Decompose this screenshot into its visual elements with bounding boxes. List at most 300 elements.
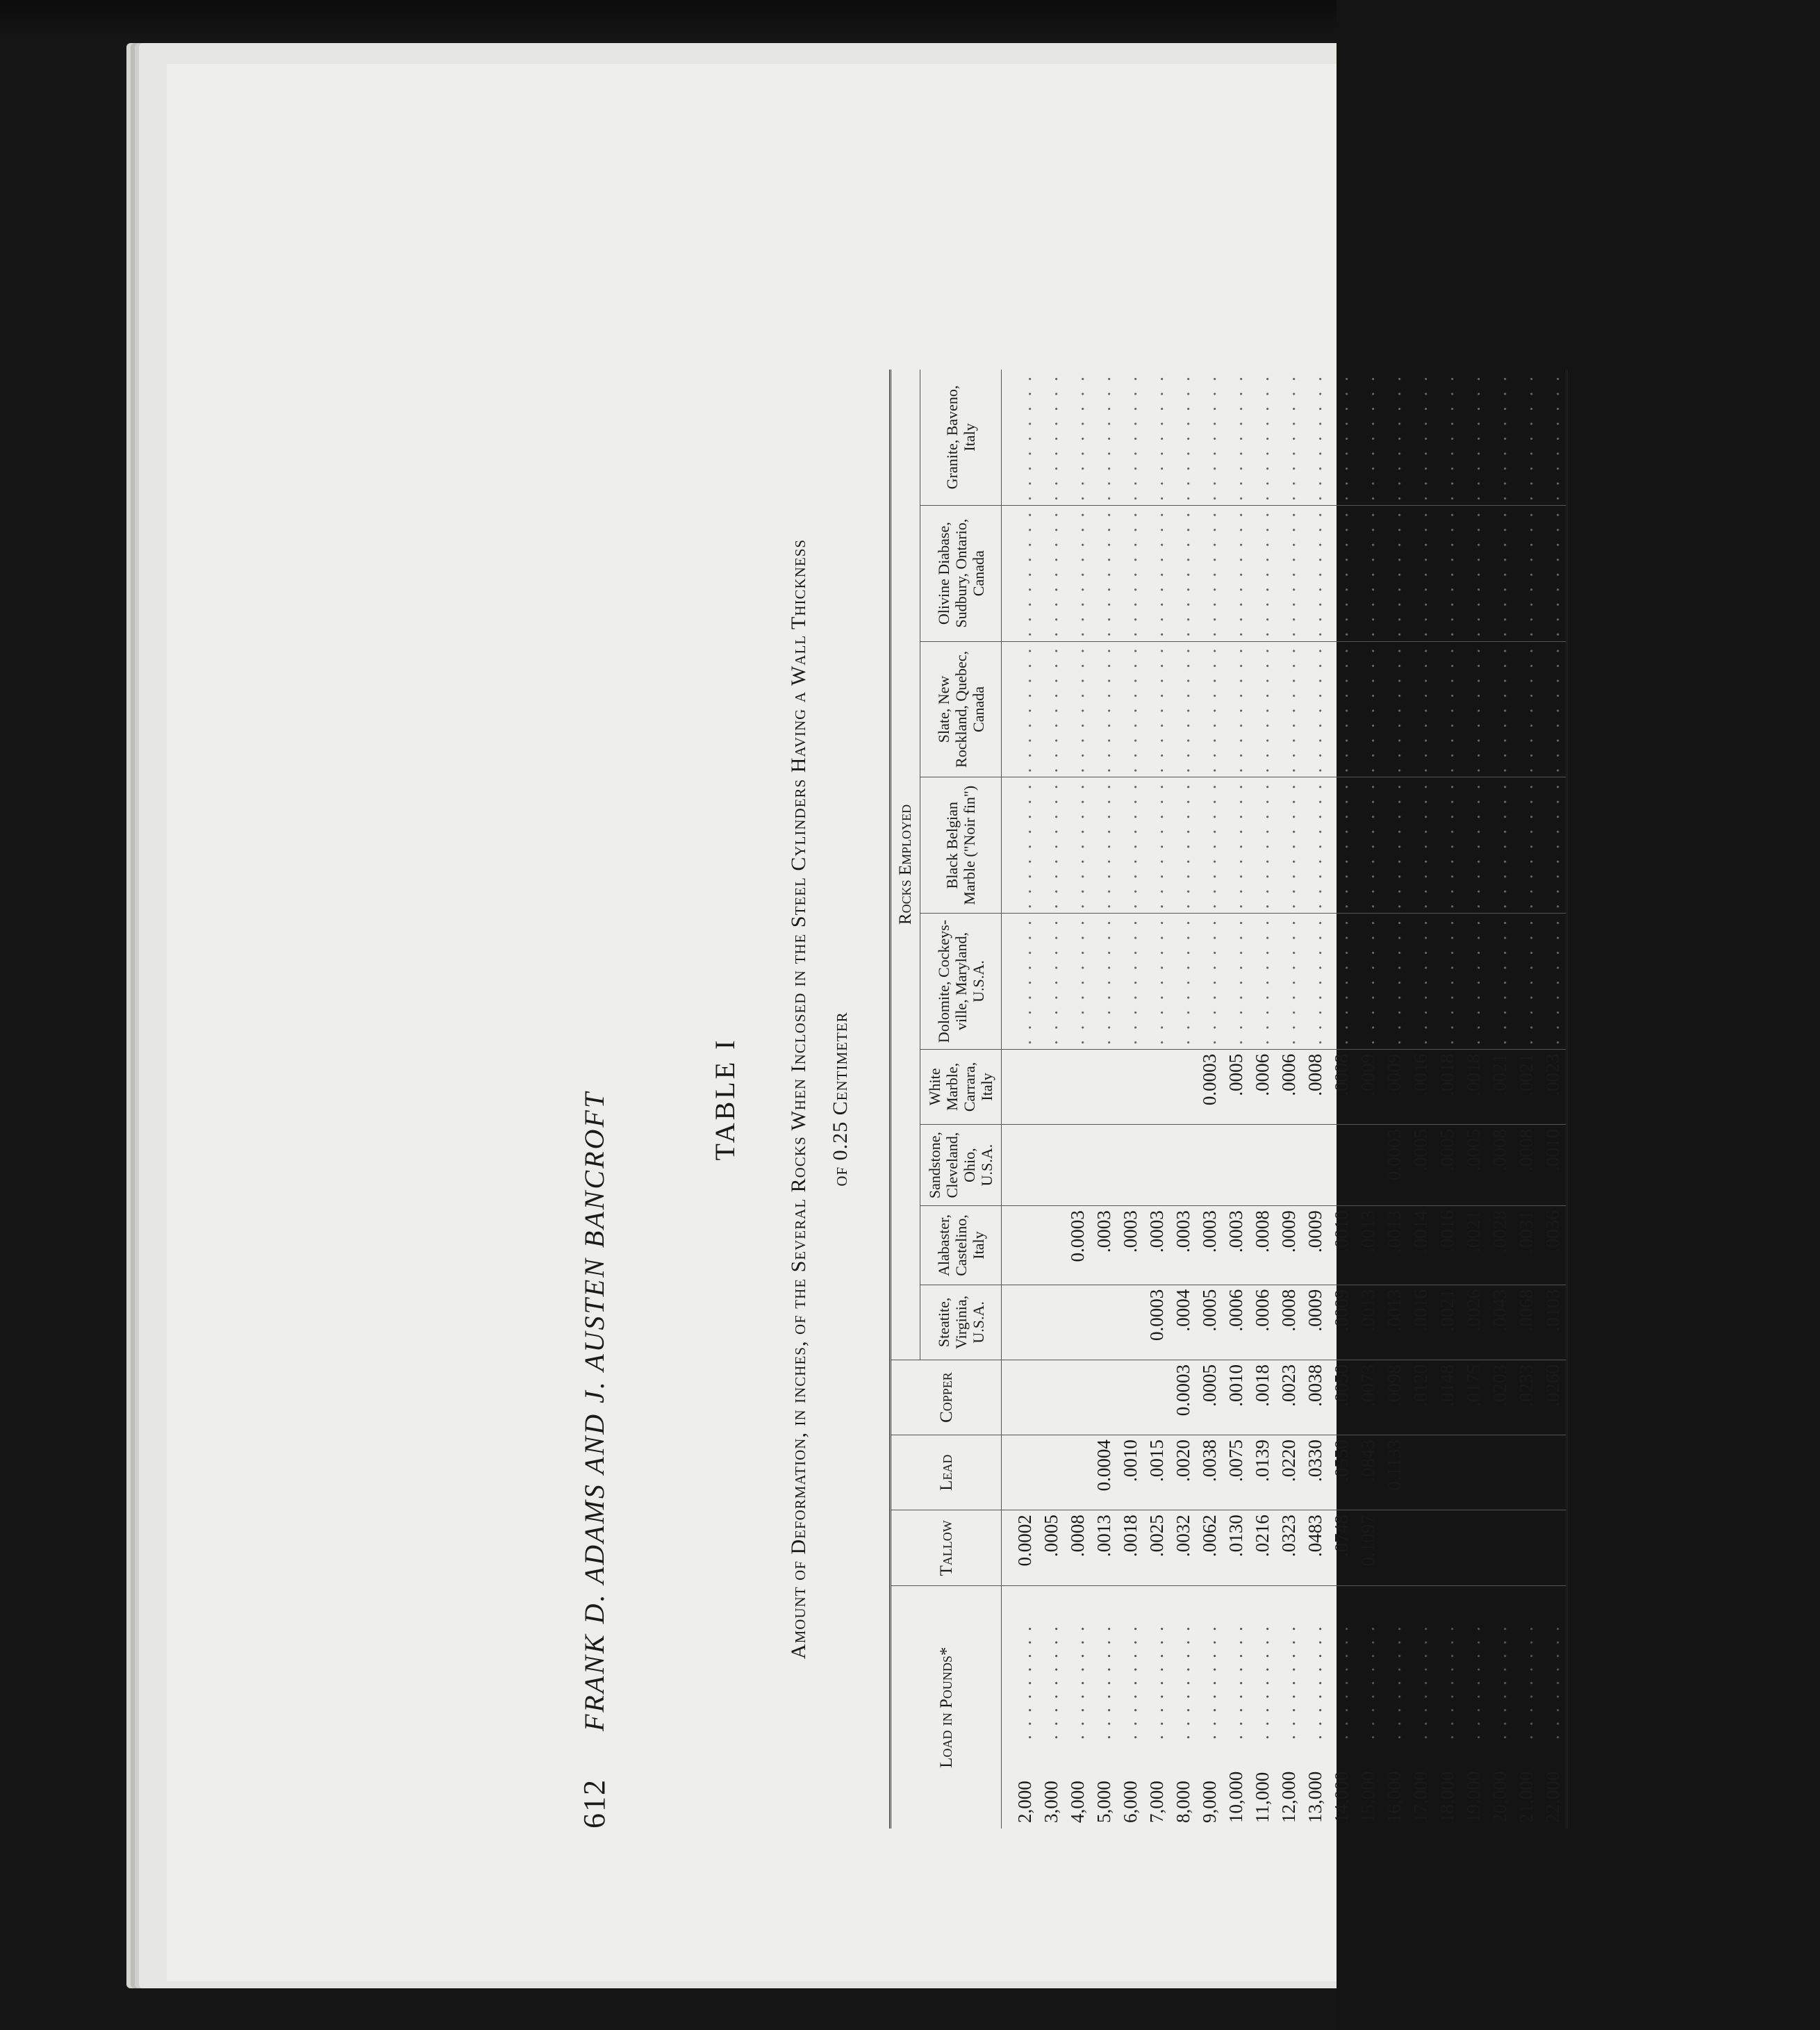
table-row xyxy=(1038,370,1064,1829)
marble-cell: .0018 xyxy=(1434,1049,1460,1124)
copper-cell xyxy=(1002,1360,1039,1435)
running-head-authors: FRANK D. ADAMS AND J. AUSTEN BANCROFT xyxy=(579,1090,610,1731)
page-number: 612 xyxy=(577,1779,611,1829)
steatite-cell: .0021 xyxy=(1434,1285,1460,1360)
load-value: 12,000 xyxy=(1278,1771,1299,1823)
lead-cell: .0550 xyxy=(1328,1435,1355,1510)
leader-dots: . . . . . . . . . xyxy=(1014,1624,1035,1740)
slate-cell: . . . . . . . . . xyxy=(1196,641,1223,777)
alabaster-cell: .0003 xyxy=(1091,1206,1117,1285)
slate-cell: . . . . . . . . . xyxy=(1117,641,1143,777)
tallow-cell: .0062 xyxy=(1196,1510,1223,1586)
load-cell xyxy=(1434,1586,1460,1829)
sandstone-cell: .0008 xyxy=(1513,1124,1539,1205)
sandstone-cell xyxy=(1328,1124,1355,1205)
sandstone-cell: .0008 xyxy=(1487,1124,1513,1205)
sandstone-cell: .0005 xyxy=(1434,1124,1460,1205)
marble-cell xyxy=(1143,1049,1170,1124)
copper-cell: .0148 xyxy=(1434,1360,1460,1435)
header-copper: Copper xyxy=(891,1360,1002,1435)
granite-cell: . . . . . . . . . xyxy=(1434,370,1460,505)
deformation-table xyxy=(889,370,1568,1829)
leader-dots: . . . . . . . . . xyxy=(1410,1624,1431,1740)
sandstone-cell xyxy=(1143,1124,1170,1205)
lead-cell: .0010 xyxy=(1117,1435,1143,1510)
diabase-cell: . . . . . . . . . xyxy=(1381,505,1407,641)
load-value: 6,000 xyxy=(1120,1781,1141,1823)
dolomite-cell: . . . . . . . . . xyxy=(1038,914,1064,1050)
leader-dots: . . . . . . . . . xyxy=(1146,1624,1167,1740)
table-body xyxy=(1002,370,1567,1829)
copper-cell: .0073 xyxy=(1355,1360,1381,1435)
lead-cell: .0015 xyxy=(1143,1435,1170,1510)
black-marble-cell: . . . . . . . . . xyxy=(1328,777,1355,914)
alabaster-cell: .0028 xyxy=(1487,1206,1513,1285)
load-value: 15,000 xyxy=(1357,1771,1378,1823)
slate-cell: . . . . . . . . . xyxy=(1407,641,1434,777)
black-marble-cell: . . . . . . . . . xyxy=(1539,777,1567,914)
black-marble-cell: . . . . . . . . . xyxy=(1487,777,1513,914)
marble-cell: .0016 xyxy=(1407,1049,1434,1124)
diabase-cell: . . . . . . . . . xyxy=(1302,505,1328,641)
running-head xyxy=(570,22,625,1829)
dolomite-cell: . . . . . . . . . xyxy=(1434,914,1460,1050)
table-caption xyxy=(778,370,861,1829)
alabaster-cell: .0021 xyxy=(1460,1206,1487,1285)
lead-cell xyxy=(1002,1435,1039,1510)
load-cell xyxy=(1407,1586,1434,1829)
leader-dots: . . . . . . . . . xyxy=(1516,1624,1537,1740)
table-row xyxy=(1434,370,1460,1829)
load-value: 3,000 xyxy=(1041,1781,1061,1823)
leader-dots: . . . . . . . . . xyxy=(1199,1624,1220,1740)
black-marble-cell: . . . . . . . . . xyxy=(1038,777,1064,914)
header-rock: Sandstone, Cleveland, Ohio, U.S.A. xyxy=(920,1124,1002,1205)
diabase-cell: . . . . . . . . . xyxy=(1038,505,1064,641)
steatite-cell: .0005 xyxy=(1196,1285,1223,1360)
slate-cell: . . . . . . . . . xyxy=(1249,641,1275,777)
steatite-cell: .0009 xyxy=(1302,1285,1328,1360)
granite-cell: . . . . . . . . . xyxy=(1539,370,1567,505)
lead-cell xyxy=(1539,1435,1567,1510)
black-marble-cell: . . . . . . . . . xyxy=(1434,777,1460,914)
black-marble-cell: . . . . . . . . . xyxy=(1249,777,1275,914)
table-row xyxy=(1143,370,1170,1829)
steatite-cell xyxy=(1091,1285,1117,1360)
diabase-cell: . . . . . . . . . xyxy=(1143,505,1170,641)
slate-cell: . . . . . . . . . xyxy=(1487,641,1513,777)
black-marble-cell: . . . . . . . . . xyxy=(1002,777,1039,914)
lead-cell: .0220 xyxy=(1275,1435,1302,1510)
load-value: 9,000 xyxy=(1199,1781,1220,1823)
leader-dots: . . . . . . . . . xyxy=(1305,1624,1325,1740)
sandstone-cell xyxy=(1002,1124,1039,1205)
diabase-cell: . . . . . . . . . xyxy=(1513,505,1539,641)
load-value: 11,000 xyxy=(1252,1772,1273,1823)
granite-cell: . . . . . . . . . xyxy=(1170,370,1196,505)
dolomite-cell: . . . . . . . . . xyxy=(1460,914,1487,1050)
black-marble-cell: . . . . . . . . . xyxy=(1381,777,1407,914)
alabaster-cell: .0003 xyxy=(1223,1206,1249,1285)
black-marble-cell: . . . . . . . . . xyxy=(1460,777,1487,914)
copper-cell: .0203 xyxy=(1487,1360,1513,1435)
alabaster-cell: .0009 xyxy=(1275,1206,1302,1285)
diabase-cell: . . . . . . . . . xyxy=(1196,505,1223,641)
steatite-cell: .0009 xyxy=(1328,1285,1355,1360)
lead-cell xyxy=(1407,1435,1434,1510)
sandstone-cell xyxy=(1117,1124,1143,1205)
dolomite-cell: . . . . . . . . . xyxy=(1143,914,1170,1050)
tallow-cell xyxy=(1487,1510,1513,1586)
sandstone-cell xyxy=(1223,1124,1249,1205)
table-row xyxy=(1275,370,1302,1829)
sandstone-cell xyxy=(1275,1124,1302,1205)
load-value: 21,000 xyxy=(1516,1771,1537,1823)
table-label: TABLE I xyxy=(709,1037,741,1161)
table-row xyxy=(1117,370,1143,1829)
slate-cell: . . . . . . . . . xyxy=(1460,641,1487,777)
black-marble-cell: . . . . . . . . . xyxy=(1170,777,1196,914)
black-marble-cell: . . . . . . . . . xyxy=(1117,777,1143,914)
sandstone-cell: .0005 xyxy=(1460,1124,1487,1205)
steatite-cell: 0.0003 xyxy=(1143,1285,1170,1360)
load-cell xyxy=(1170,1586,1196,1829)
tallow-cell: .0025 xyxy=(1143,1510,1170,1586)
table-row xyxy=(1539,370,1567,1829)
dolomite-cell: . . . . . . . . . xyxy=(1002,914,1039,1050)
steatite-cell: .0013 xyxy=(1381,1285,1407,1360)
copper-cell: .0120 xyxy=(1407,1360,1434,1435)
granite-cell: . . . . . . . . . xyxy=(1487,370,1513,505)
diabase-cell: . . . . . . . . . xyxy=(1091,505,1117,641)
alabaster-cell: .0008 xyxy=(1249,1206,1275,1285)
table-row xyxy=(1170,370,1196,1829)
load-value: 4,000 xyxy=(1067,1781,1088,1823)
steatite-cell xyxy=(1064,1285,1091,1360)
steatite-cell xyxy=(1002,1285,1039,1360)
slate-cell: . . . . . . . . . xyxy=(1539,641,1567,777)
marble-cell: .0009 xyxy=(1381,1049,1407,1124)
copper-cell: .0023 xyxy=(1275,1360,1302,1435)
alabaster-cell: .0014 xyxy=(1407,1206,1434,1285)
copper-cell: .0175 xyxy=(1460,1360,1487,1435)
slate-cell: . . . . . . . . . xyxy=(1328,641,1355,777)
steatite-cell xyxy=(1117,1285,1143,1360)
lead-cell xyxy=(1064,1435,1091,1510)
header-rock: Steatite, Virginia, U.S.A. xyxy=(920,1285,1002,1360)
dolomite-cell: . . . . . . . . . xyxy=(1539,914,1567,1050)
black-marble-cell: . . . . . . . . . xyxy=(1355,777,1381,914)
black-marble-cell: . . . . . . . . . xyxy=(1223,777,1249,914)
granite-cell: . . . . . . . . . xyxy=(1513,370,1539,505)
load-cell xyxy=(1064,1586,1091,1829)
dolomite-cell: . . . . . . . . . xyxy=(1513,914,1539,1050)
steatite-cell: .0068 xyxy=(1513,1285,1539,1360)
lead-cell xyxy=(1460,1435,1487,1510)
steatite-cell: .0013 xyxy=(1355,1285,1381,1360)
granite-cell: . . . . . . . . . xyxy=(1249,370,1275,505)
table-row xyxy=(1487,370,1513,1829)
lead-cell: .0139 xyxy=(1249,1435,1275,1510)
copper-cell: .0005 xyxy=(1196,1360,1223,1435)
lead-cell xyxy=(1038,1435,1064,1510)
dolomite-cell: . . . . . . . . . xyxy=(1355,914,1381,1050)
steatite-cell: .0026 xyxy=(1460,1285,1487,1360)
copper-cell xyxy=(1117,1360,1143,1435)
marble-cell: 0.0003 xyxy=(1196,1049,1223,1124)
diabase-cell: . . . . . . . . . xyxy=(1328,505,1355,641)
header-rock: Alabaster, Castelino, Italy xyxy=(920,1206,1002,1285)
diabase-cell: . . . . . . . . . xyxy=(1407,505,1434,641)
table-row xyxy=(1460,370,1487,1829)
black-marble-cell: . . . . . . . . . xyxy=(1091,777,1117,914)
slate-cell: . . . . . . . . . xyxy=(1302,641,1328,777)
alabaster-cell: .0031 xyxy=(1513,1206,1539,1285)
black-marble-cell: . . . . . . . . . xyxy=(1064,777,1091,914)
leader-dots: . . . . . . . . . xyxy=(1463,1624,1484,1740)
sandstone-cell xyxy=(1249,1124,1275,1205)
table-row xyxy=(1064,370,1091,1829)
marble-cell: .0021 xyxy=(1513,1049,1539,1124)
dolomite-cell: . . . . . . . . . xyxy=(1170,914,1196,1050)
tallow-cell: 0.0002 xyxy=(1002,1510,1039,1586)
black-marble-cell: . . . . . . . . . xyxy=(1275,777,1302,914)
lead-cell: .0843 xyxy=(1355,1435,1381,1510)
header-rock: Dolomite, Cockeys-ville, Maryland, U.S.A. xyxy=(920,914,1002,1050)
table-row xyxy=(1381,370,1407,1829)
table-row xyxy=(1302,370,1328,1829)
alabaster-cell: .0036 xyxy=(1539,1206,1567,1285)
page-surface xyxy=(167,64,1563,1981)
granite-cell: . . . . . . . . . xyxy=(1355,370,1381,505)
diabase-cell: . . . . . . . . . xyxy=(1539,505,1567,641)
rotated-content xyxy=(570,22,1820,1829)
alabaster-cell: .0003 xyxy=(1170,1206,1196,1285)
leader-dots: . . . . . . . . . xyxy=(1437,1624,1457,1740)
diabase-cell: . . . . . . . . . xyxy=(1223,505,1249,641)
tallow-cell: 0.1097 xyxy=(1355,1510,1381,1586)
caption-line-1: Amount of Deformation, in inches, of the Several Rocks When Inclosed in the Steel Cylinders Having a Wall Thickness xyxy=(787,538,810,1660)
lead-cell xyxy=(1513,1435,1539,1510)
steatite-cell: .0008 xyxy=(1275,1285,1302,1360)
tallow-cell: .0323 xyxy=(1275,1510,1302,1586)
sandstone-cell xyxy=(1302,1124,1328,1205)
dolomite-cell: . . . . . . . . . xyxy=(1117,914,1143,1050)
lead-cell xyxy=(1434,1435,1460,1510)
steatite-cell: .0103 xyxy=(1539,1285,1567,1360)
load-cell xyxy=(1038,1586,1064,1829)
leader-dots: . . . . . . . . . xyxy=(1252,1624,1273,1740)
load-cell xyxy=(1117,1586,1143,1829)
granite-cell: . . . . . . . . . xyxy=(1275,370,1302,505)
dolomite-cell: . . . . . . . . . xyxy=(1196,914,1223,1050)
load-cell xyxy=(1249,1586,1275,1829)
leader-dots: . . . . . . . . . xyxy=(1067,1624,1088,1740)
leader-dots: . . . . . . . . . xyxy=(1041,1624,1061,1740)
tallow-cell xyxy=(1539,1510,1567,1586)
tallow-cell: .0032 xyxy=(1170,1510,1196,1586)
table-row xyxy=(1513,370,1539,1829)
granite-cell: . . . . . . . . . xyxy=(1328,370,1355,505)
copper-cell xyxy=(1143,1360,1170,1435)
slate-cell: . . . . . . . . . xyxy=(1091,641,1117,777)
alabaster-cell: .0016 xyxy=(1434,1206,1460,1285)
sandstone-cell xyxy=(1064,1124,1091,1205)
alabaster-cell: .0003 xyxy=(1196,1206,1223,1285)
copper-cell: .0018 xyxy=(1249,1360,1275,1435)
lead-cell: .0020 xyxy=(1170,1435,1196,1510)
granite-cell: . . . . . . . . . xyxy=(1143,370,1170,505)
dolomite-cell: . . . . . . . . . xyxy=(1407,914,1434,1050)
leader-dots: . . . . . . . . . xyxy=(1093,1624,1114,1740)
header-load: Load in Pounds* xyxy=(891,1586,1002,1829)
dolomite-cell: . . . . . . . . . xyxy=(1091,914,1117,1050)
sandstone-cell xyxy=(1170,1124,1196,1205)
diabase-cell: . . . . . . . . . xyxy=(1002,505,1039,641)
steatite-cell: .0004 xyxy=(1170,1285,1196,1360)
load-cell xyxy=(1460,1586,1487,1829)
marble-cell: .0023 xyxy=(1539,1049,1567,1124)
diabase-cell: . . . . . . . . . xyxy=(1434,505,1460,641)
tallow-cell xyxy=(1434,1510,1460,1586)
caption-line-2: of 0.25 Centimeter xyxy=(829,1012,852,1187)
diabase-cell: . . . . . . . . . xyxy=(1170,505,1196,641)
tallow-cell: .0013 xyxy=(1091,1510,1117,1586)
alabaster-cell: .0010 xyxy=(1328,1206,1355,1285)
header-rocks-employed: Rocks Employed xyxy=(891,370,920,1360)
alabaster-cell xyxy=(1002,1206,1039,1285)
dolomite-cell: . . . . . . . . . xyxy=(1487,914,1513,1050)
leader-dots: . . . . . . . . . xyxy=(1173,1624,1193,1740)
copper-cell: .0038 xyxy=(1302,1360,1328,1435)
header-rock: Black Belgian Marble ("Noir fin") xyxy=(920,777,1002,914)
load-cell xyxy=(1381,1586,1407,1829)
load-cell xyxy=(1302,1586,1328,1829)
steatite-cell: .0006 xyxy=(1223,1285,1249,1360)
tallow-cell xyxy=(1513,1510,1539,1586)
marble-cell xyxy=(1117,1049,1143,1124)
load-value: 10,000 xyxy=(1225,1771,1246,1823)
dolomite-cell: . . . . . . . . . xyxy=(1302,914,1328,1050)
granite-cell: . . . . . . . . . xyxy=(1460,370,1487,505)
header-rock: Slate, New Rockland, Quebec, Canada xyxy=(920,641,1002,777)
load-value: 18,000 xyxy=(1437,1771,1457,1823)
load-cell xyxy=(1223,1586,1249,1829)
alabaster-cell: 0.0003 xyxy=(1064,1206,1091,1285)
slate-cell: . . . . . . . . . xyxy=(1064,641,1091,777)
leader-dots: . . . . . . . . . xyxy=(1278,1624,1299,1740)
dolomite-cell: . . . . . . . . . xyxy=(1223,914,1249,1050)
table-row xyxy=(1249,370,1275,1829)
load-cell xyxy=(1355,1586,1381,1829)
load-value: 17,000 xyxy=(1410,1771,1431,1823)
diabase-cell: . . . . . . . . . xyxy=(1249,505,1275,641)
header-rock: White Marble, Carrara, Italy xyxy=(920,1049,1002,1124)
steatite-cell: .0006 xyxy=(1249,1285,1275,1360)
alabaster-cell: .0003 xyxy=(1117,1206,1143,1285)
marble-cell: .0006 xyxy=(1275,1049,1302,1124)
table-row xyxy=(1223,370,1249,1829)
diabase-cell: . . . . . . . . . xyxy=(1275,505,1302,641)
black-marble-cell: . . . . . . . . . xyxy=(1143,777,1170,914)
load-value: 14,000 xyxy=(1331,1771,1352,1823)
load-value: 19,000 xyxy=(1463,1771,1484,1823)
leader-dots: . . . . . . . . . xyxy=(1357,1624,1378,1740)
load-cell xyxy=(1091,1586,1117,1829)
tallow-cell: .0008 xyxy=(1064,1510,1091,1586)
lead-cell xyxy=(1487,1435,1513,1510)
marble-cell xyxy=(1091,1049,1117,1124)
lead-cell: .0075 xyxy=(1223,1435,1249,1510)
granite-cell: . . . . . . . . . xyxy=(1091,370,1117,505)
tallow-cell: .0483 xyxy=(1302,1510,1328,1586)
header-rock: Olivine Diabase, Sudbury, Ontario, Canada xyxy=(920,505,1002,641)
leader-dots: . . . . . . . . . xyxy=(1120,1624,1141,1740)
sandstone-cell xyxy=(1355,1124,1381,1205)
dolomite-cell: . . . . . . . . . xyxy=(1064,914,1091,1050)
load-cell xyxy=(1487,1586,1513,1829)
marble-cell: .0008 xyxy=(1302,1049,1328,1124)
lead-cell: 0.1133 xyxy=(1381,1435,1407,1510)
diabase-cell: . . . . . . . . . xyxy=(1117,505,1143,641)
sandstone-cell: .0010 xyxy=(1539,1124,1567,1205)
slate-cell: . . . . . . . . . xyxy=(1038,641,1064,777)
alabaster-cell xyxy=(1038,1206,1064,1285)
load-value: 16,000 xyxy=(1384,1771,1405,1823)
granite-cell: . . . . . . . . . xyxy=(1302,370,1328,505)
tallow-cell: .0216 xyxy=(1249,1510,1275,1586)
load-value: 13,000 xyxy=(1305,1771,1325,1823)
slate-cell: . . . . . . . . . xyxy=(1434,641,1460,777)
lead-cell: .0330 xyxy=(1302,1435,1328,1510)
lead-cell: 0.0004 xyxy=(1091,1435,1117,1510)
diabase-cell: . . . . . . . . . xyxy=(1487,505,1513,641)
slate-cell: . . . . . . . . . xyxy=(1223,641,1249,777)
table-row xyxy=(1002,370,1039,1829)
granite-cell: . . . . . . . . . xyxy=(1064,370,1091,505)
copper-cell: .0260 xyxy=(1539,1360,1567,1435)
load-cell xyxy=(1143,1586,1170,1829)
table-row xyxy=(1328,370,1355,1829)
marble-cell xyxy=(1038,1049,1064,1124)
steatite-cell: .0043 xyxy=(1487,1285,1513,1360)
diabase-cell: . . . . . . . . . xyxy=(1064,505,1091,641)
leader-dots: . . . . . . . . . xyxy=(1384,1624,1405,1740)
copper-cell: .0098 xyxy=(1381,1360,1407,1435)
marble-cell: .0021 xyxy=(1487,1049,1513,1124)
diabase-cell: . . . . . . . . . xyxy=(1355,505,1381,641)
granite-cell: . . . . . . . . . xyxy=(1038,370,1064,505)
slate-cell: . . . . . . . . . xyxy=(1275,641,1302,777)
copper-cell: .0233 xyxy=(1513,1360,1539,1435)
marble-cell: .0006 xyxy=(1249,1049,1275,1124)
header-rock: Granite, Baveno, Italy xyxy=(920,370,1002,505)
leader-dots: . . . . . . . . . xyxy=(1489,1624,1510,1740)
tallow-cell: .0130 xyxy=(1223,1510,1249,1586)
alabaster-cell: .0009 xyxy=(1302,1206,1328,1285)
table-row xyxy=(1196,370,1223,1829)
copper-cell: .0050 xyxy=(1328,1360,1355,1435)
granite-cell: . . . . . . . . . xyxy=(1117,370,1143,505)
granite-cell: . . . . . . . . . xyxy=(1196,370,1223,505)
tallow-cell xyxy=(1460,1510,1487,1586)
table-row xyxy=(1091,370,1117,1829)
marble-cell: .0008 xyxy=(1328,1049,1355,1124)
granite-cell: . . . . . . . . . xyxy=(1381,370,1407,505)
dolomite-cell: . . . . . . . . . xyxy=(1328,914,1355,1050)
tallow-cell xyxy=(1381,1510,1407,1586)
header-lead: Lead xyxy=(891,1435,1002,1510)
